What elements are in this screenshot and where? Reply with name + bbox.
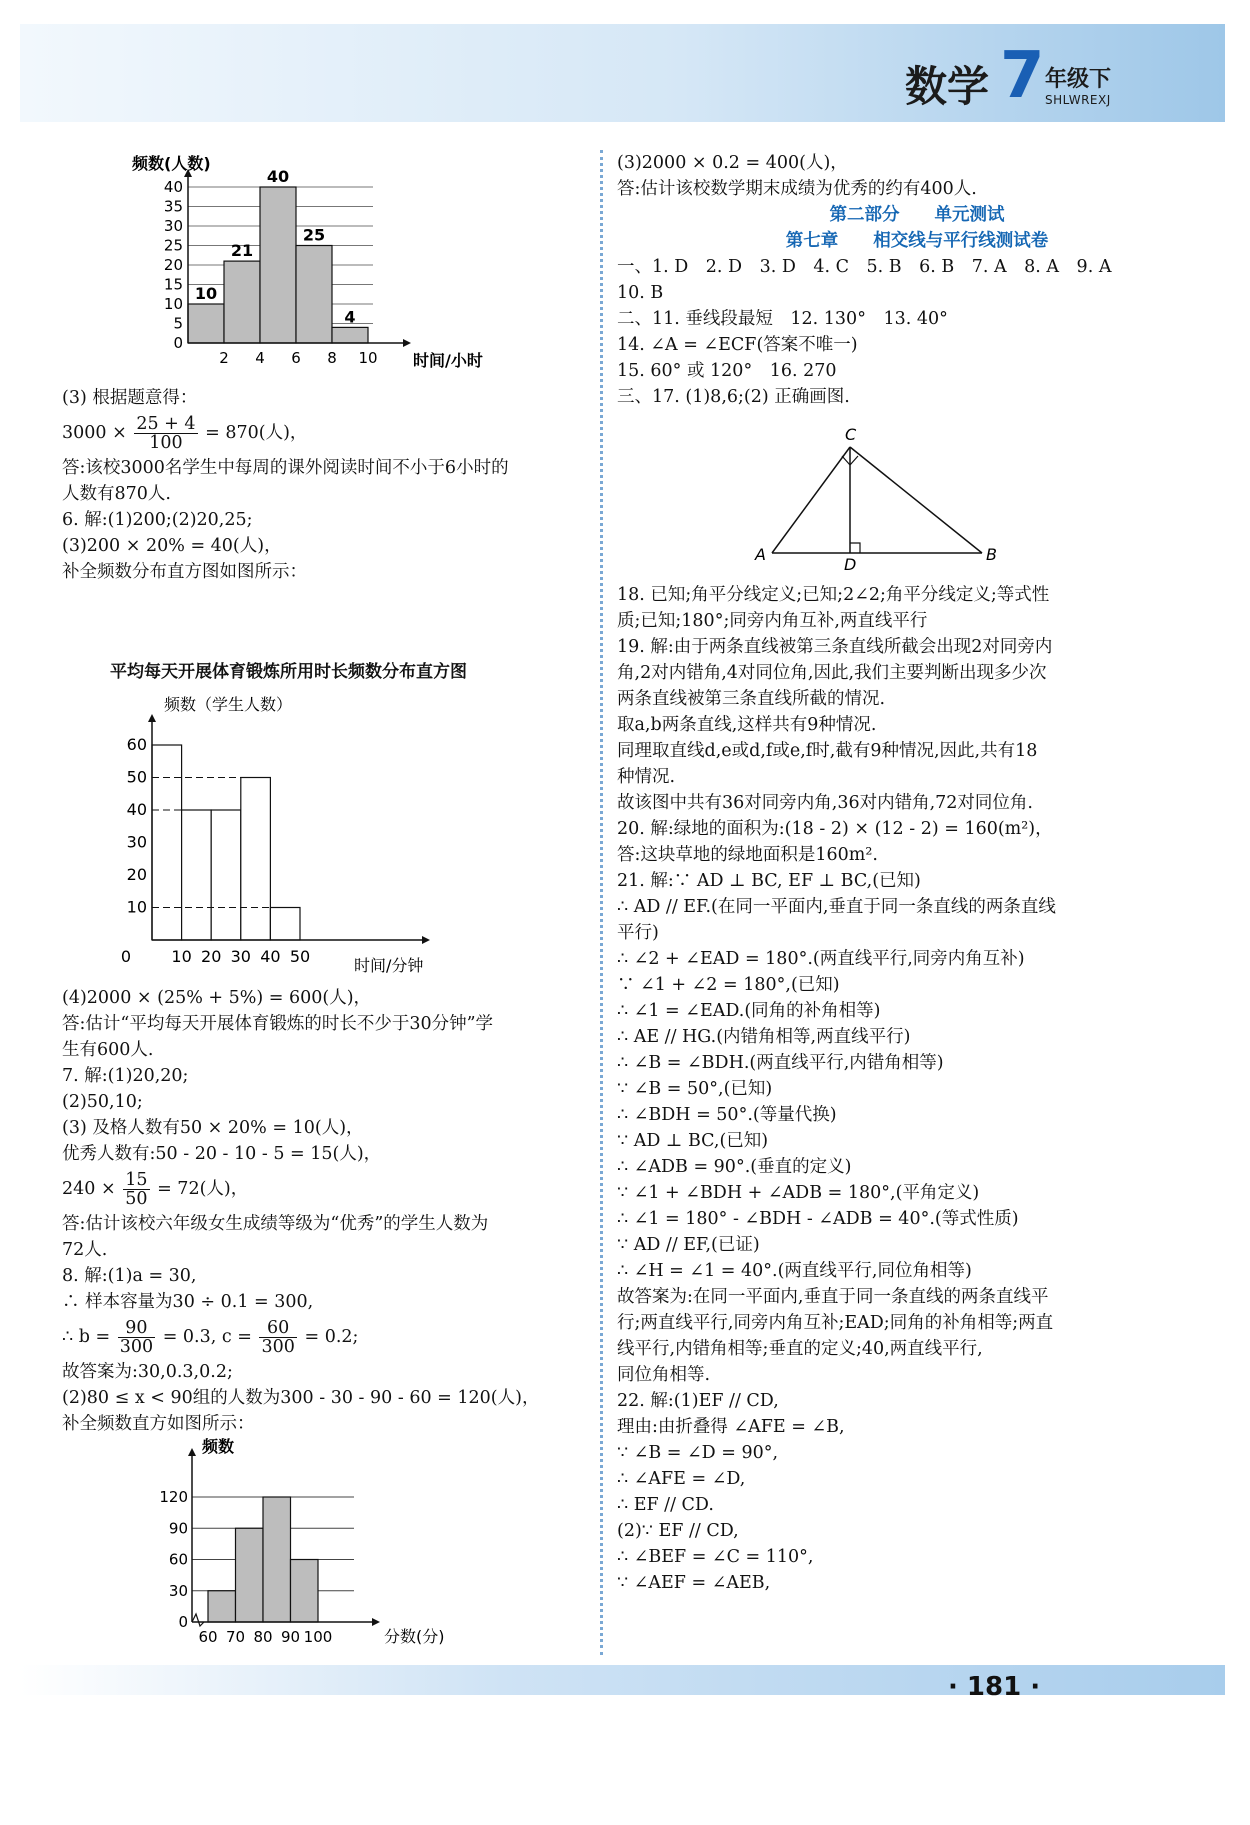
text-line: 取a,b两条直线,这样共有9种情况.: [617, 715, 877, 735]
y-axis-label: 频数（学生人数）: [164, 695, 293, 714]
bar-label: 4: [344, 307, 356, 327]
text-line: 18. 已知;角平分线定义;已知;2∠2;角平分线定义;等式性: [617, 585, 1050, 605]
x-axis-label: 时间/分钟: [354, 956, 424, 975]
x-axis-label: 分数(分): [384, 1627, 445, 1646]
text-line: 答:估计该校数学期末成绩为优秀的约有400人.: [617, 179, 977, 199]
y-tick-label: 0: [178, 1613, 188, 1631]
vertex-label: A: [755, 545, 766, 564]
text-line: 15. 60° 或 120° 16. 270: [617, 361, 837, 381]
y-tick-label: 20: [163, 256, 183, 274]
text-line: 20. 解:绿地的面积为:(18 - 2) × (12 - 2) = 160(m²)，: [617, 819, 1053, 839]
x-tick-label: 50: [289, 947, 311, 966]
bar: [291, 1560, 319, 1623]
text-line: ∵ AD ⊥ BC,(已知): [617, 1131, 769, 1151]
text-line: 答:该校3000名学生中每周的课外阅读时间不小于6小时的: [62, 458, 509, 478]
exercise-time-histogram: [110, 690, 530, 975]
y-tick-label: 10: [126, 897, 147, 917]
left-column-text-b: [62, 985, 582, 1437]
x-axis-arrow: [372, 1618, 380, 1626]
text-line: 一、1. D 2. D 3. D 4. C 5. B 6. B 7. A 8. A 9. A: [617, 257, 1112, 277]
x-tick-label: 40: [260, 947, 281, 966]
vertex-label: D: [844, 555, 857, 574]
text-line: 故答案为:在同一平面内,垂直于同一条直线的两条直线平: [617, 1287, 1049, 1307]
bar: [332, 327, 368, 343]
y-tick-label: 25: [163, 236, 183, 255]
x-tick-label: 80: [253, 1628, 273, 1646]
text-line: ∵ ∠1 + ∠BDH + ∠ADB = 180°,(平角定义): [617, 1183, 980, 1203]
y-axis-arrow: [188, 1448, 196, 1456]
text-line: ∴ ∠ADB = 90°.(垂直的定义): [617, 1157, 852, 1177]
axis-break: [192, 1614, 204, 1626]
fraction: $\frac{60}{300}$: [261, 1318, 295, 1357]
y-tick-label: 30: [126, 832, 147, 852]
text-line: ∴ ∠H = ∠1 = 40°.(两直线平行,同位角相等): [617, 1261, 972, 1281]
x-tick-label: 70: [225, 1628, 246, 1646]
text-line: 角,2对内错角,4对同位角,因此,我们主要判断出现多少次: [617, 663, 1047, 683]
y-tick-label: 5: [173, 314, 183, 333]
score-histogram: [150, 1437, 500, 1655]
x-tick-label: 2: [219, 349, 229, 367]
x-tick-label: 8: [327, 349, 337, 367]
bar: [211, 810, 241, 940]
text-line: 优秀人数有:50 - 20 - 10 - 5 = 15(人)，: [62, 1144, 382, 1164]
bar: [208, 1591, 236, 1622]
text-line: 答:估计该校六年级女生成绩等级为“优秀”的学生人数为: [62, 1214, 489, 1234]
text-line: 答:这块草地的绿地面积是160m².: [617, 845, 878, 865]
header-grade-number: 7: [1000, 39, 1045, 113]
bar: [188, 304, 224, 343]
text-line: 21. 解:∵ AD ⊥ BC, EF ⊥ BC,(已知): [617, 871, 921, 891]
y-tick-label: 40: [126, 800, 147, 819]
text-line: 故答案为:30,0.3,0.2;: [62, 1362, 233, 1382]
x-tick-label: 60: [198, 1628, 218, 1646]
x-tick-label: 90: [280, 1628, 301, 1646]
bar: [182, 810, 212, 940]
formula-line: ∴ b = $\frac{90}{300}$ = 0.3, c = $\frac{60}{300}$ = 0.2;: [62, 1318, 359, 1357]
y-tick-label: 30: [163, 217, 183, 235]
triangle-figure: [740, 425, 1000, 575]
right-column-bottom: [617, 582, 1217, 1596]
text-line: 同理取直线d,e或d,f或e,f时,截有9种情况,因此,共有18: [617, 741, 1038, 761]
text-line: 8. 解:(1)a = 30,: [62, 1266, 197, 1286]
x-tick-label: 10: [358, 349, 378, 367]
text-line: 平行): [617, 923, 659, 943]
y-tick-label: 20: [126, 865, 147, 884]
formula-line: 240 × $\frac{15}{50}$ = 72(人)，: [62, 1170, 249, 1209]
x-axis-arrow: [403, 339, 411, 347]
y-tick-label: 10: [163, 295, 183, 313]
x-tick-label: 0: [120, 947, 132, 966]
text-line: 72人.: [62, 1240, 108, 1260]
header-grade-label: 年级下: [1045, 67, 1112, 92]
text-line: ∵ ∠B = ∠D = 90°,: [617, 1443, 779, 1463]
y-tick-label: 60: [168, 1550, 188, 1569]
bar: [152, 745, 182, 940]
y-axis-label: 频数: [202, 1437, 235, 1456]
text-line: 6. 解:(1)200;(2)20,25;: [62, 510, 253, 530]
text-line: (2)50,10;: [62, 1092, 143, 1112]
text-line: 补全频数分布直方图如图所示：: [62, 562, 307, 582]
text-line: ∴ ∠BDH = 50°.(等量代换): [617, 1105, 837, 1125]
text-line: 答:估计“平均每天开展体育锻炼的时长不少于30分钟”学: [62, 1014, 494, 1034]
text-line: (4)2000 × (25% + 5%) = 600(人)，: [62, 988, 372, 1008]
x-tick-label: 100: [303, 1628, 333, 1646]
y-axis-label: 频数(人数): [132, 154, 211, 173]
header-subject: 数学: [905, 62, 990, 111]
bar: [296, 246, 332, 344]
y-tick-label: 15: [163, 275, 183, 294]
text-line: ∴ AE // HG.(内错角相等,两直线平行): [617, 1027, 911, 1047]
bar-label: 21: [230, 241, 254, 261]
footer-band: [20, 1665, 1225, 1695]
text-line: 种情况.: [617, 767, 676, 787]
column-divider: [600, 150, 603, 1655]
text-line: 生有600人.: [62, 1040, 154, 1060]
y-tick-label: 35: [163, 197, 183, 216]
y-axis-arrow: [148, 714, 156, 722]
text-line: (2)∵ EF // CD,: [617, 1521, 739, 1541]
text-line: 19. 解:由于两条直线被第三条直线所截会出现2对同旁内: [617, 637, 1053, 657]
y-tick-label: 30: [168, 1581, 188, 1600]
bar: [263, 1497, 291, 1622]
text-line: (3)200 × 20% = 40(人)，: [62, 536, 282, 556]
text-line: 补全频数直方如图所示：: [62, 1414, 255, 1434]
text-line: 理由:由折叠得 ∠AFE = ∠B,: [617, 1417, 845, 1437]
text-line: ∴ ∠2 + ∠EAD = 180°.(两直线平行,同旁内角互补): [617, 949, 1025, 969]
text-line: ∵ AD // EF,(已证): [617, 1235, 760, 1255]
vertex-label: B: [986, 545, 997, 564]
text-line: ∴ EF // CD.: [617, 1495, 714, 1515]
text-line: ∴ ∠AFE = ∠D,: [617, 1469, 746, 1489]
text-line: ∴ AD // EF.(在同一平面内,垂直于同一条直线的两条直线: [617, 897, 1056, 917]
x-axis-label: 时间/小时: [413, 351, 483, 370]
header-code: SHLWREXJ: [1045, 93, 1111, 107]
x-tick-label: 20: [201, 947, 222, 966]
text-line: 14. ∠A = ∠ECF(答案不唯一): [617, 335, 858, 355]
text-line: 人数有870人.: [62, 484, 171, 504]
text-line: 10. B: [617, 283, 664, 303]
text-line: ∴ ∠1 = ∠EAD.(同角的补角相等): [617, 1001, 881, 1021]
text-line: 两条直线被第三条直线所截的情况.: [617, 689, 886, 709]
y-tick-label: 90: [168, 1519, 188, 1538]
x-axis-arrow: [422, 936, 430, 944]
text-line: 行;两直线平行,同旁内角互补;EAD;同角的补角相等;两直: [617, 1313, 1054, 1333]
chapter-heading: 第七章 相交线与平行线测试卷: [785, 231, 1049, 251]
text-line: 质;已知;180°;同旁内角互补,两直线平行: [617, 611, 928, 631]
text-line: 7. 解:(1)20,20;: [62, 1066, 189, 1086]
bar: [241, 778, 271, 941]
bar: [270, 908, 300, 941]
y-tick-label: 120: [159, 1488, 188, 1506]
y-tick-label: 50: [126, 767, 147, 787]
bar-label: 40: [266, 167, 290, 186]
text-line: ∴ ∠BEF = ∠C = 110°,: [617, 1547, 814, 1567]
y-tick-label: 40: [163, 178, 183, 196]
text-line: 线平行,内错角相等;垂直的定义;40,两直线平行,: [617, 1339, 983, 1359]
right-column-top: [617, 150, 1217, 410]
bar-label: 10: [194, 284, 218, 303]
formula-line: 3000 × $\frac{25 + 4}{100}$ = 870(人)，: [62, 414, 308, 453]
vertex-label: C: [845, 425, 857, 444]
y-tick-label: 0: [173, 334, 183, 352]
fraction: $\frac{15}{50}$: [125, 1170, 148, 1209]
bar: [224, 261, 260, 343]
bar: [236, 1528, 264, 1622]
x-tick-label: 30: [230, 947, 251, 966]
text-line: (3)2000 × 0.2 = 400(人)，: [617, 153, 848, 173]
text-line: ∴ 样本容量为30 ÷ 0.1 = 300,: [62, 1292, 314, 1312]
reading-time-histogram: [132, 154, 560, 390]
text-line: 22. 解:(1)EF // CD,: [617, 1391, 779, 1411]
text-line: (3) 及格人数有50 × 20% = 10(人)，: [62, 1118, 364, 1138]
text-line: 同位角相等.: [617, 1365, 711, 1385]
fraction: $\frac{25 + 4}{100}$: [136, 414, 196, 453]
left-column-text-a: [62, 385, 582, 585]
text-line: (3) 根据题意得：: [62, 388, 198, 408]
y-tick-label: 60: [126, 735, 147, 754]
text-line: ∵ ∠B = 50°,(已知): [617, 1079, 773, 1099]
text-line: 二、11. 垂线段最短 12. 130° 13. 40°: [617, 309, 948, 329]
text-line: 故该图中共有36对同旁内角,36对内错角,72对同位角.: [617, 793, 1033, 813]
page-number: · 181 ·: [948, 1672, 1041, 1702]
section-heading: 第二部分 单元测试: [829, 205, 1005, 225]
text-line: (2)80 ≤ x < 90组的人数为300 - 30 - 90 - 60 = 120(人)，: [62, 1388, 540, 1408]
text-line: ∵ ∠1 + ∠2 = 180°,(已知): [617, 975, 840, 995]
x-tick-label: 10: [171, 947, 192, 966]
text-line: ∴ ∠B = ∠BDH.(两直线平行,内错角相等): [617, 1053, 944, 1073]
x-tick-label: 6: [291, 349, 301, 367]
fraction: $\frac{90}{300}$: [119, 1318, 154, 1357]
text-line: 三、17. (1)8,6;(2) 正确画图.: [617, 387, 850, 407]
text-line: ∵ ∠AEF = ∠AEB,: [617, 1573, 771, 1593]
bar-label: 25: [302, 225, 326, 245]
chart2-title: 平均每天开展体育锻炼所用时长频数分布直方图: [110, 662, 467, 682]
bar: [260, 187, 296, 343]
x-tick-label: 4: [255, 349, 265, 367]
text-line: ∴ ∠1 = 180° - ∠BDH - ∠ADB = 40°.(等式性质): [617, 1209, 1019, 1229]
